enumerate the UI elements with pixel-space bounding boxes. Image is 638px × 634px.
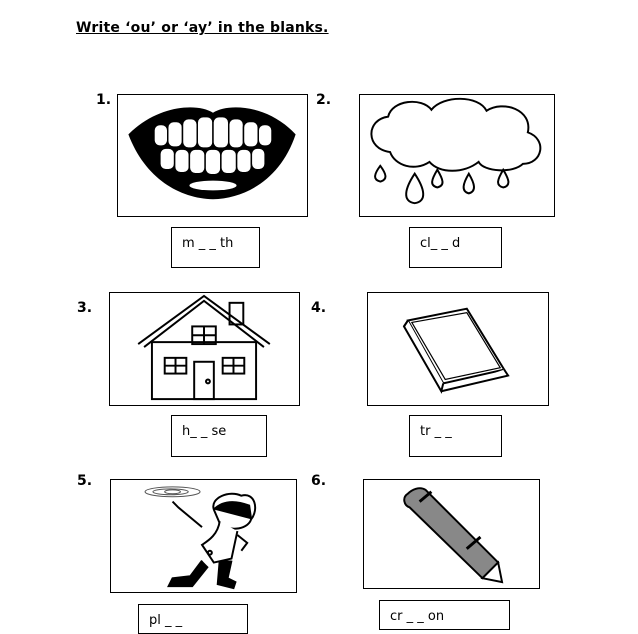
cloud-icon — [360, 95, 554, 216]
answer-box-5[interactable]: pl _ _ — [138, 604, 248, 634]
boy-playing-icon — [111, 480, 296, 592]
mouth-picture — [117, 94, 308, 217]
tray-icon — [368, 293, 548, 405]
crayon-icon — [364, 480, 539, 588]
item-number-6: 6. — [311, 473, 327, 489]
item-number-1: 1. — [96, 92, 112, 108]
cloud-picture — [359, 94, 555, 217]
crayon-picture — [363, 479, 540, 589]
item-number-5: 5. — [77, 473, 93, 489]
house-picture — [109, 292, 300, 406]
worksheet-title: Write ‘ou’ or ‘ay’ in the blanks. — [76, 20, 329, 36]
mouth-icon — [118, 95, 307, 216]
answer-box-4[interactable]: tr _ _ — [409, 415, 502, 457]
answer-box-3[interactable]: h_ _ se — [171, 415, 267, 457]
item-number-2: 2. — [316, 92, 332, 108]
answer-box-2[interactable]: cl_ _ d — [409, 227, 502, 268]
house-icon — [110, 293, 299, 405]
item-number-4: 4. — [311, 300, 327, 316]
tray-picture — [367, 292, 549, 406]
answer-box-6[interactable]: cr _ _ on — [379, 600, 510, 630]
boy-playing-picture — [110, 479, 297, 593]
item-number-3: 3. — [77, 300, 93, 316]
answer-box-1[interactable]: m _ _ th — [171, 227, 260, 268]
